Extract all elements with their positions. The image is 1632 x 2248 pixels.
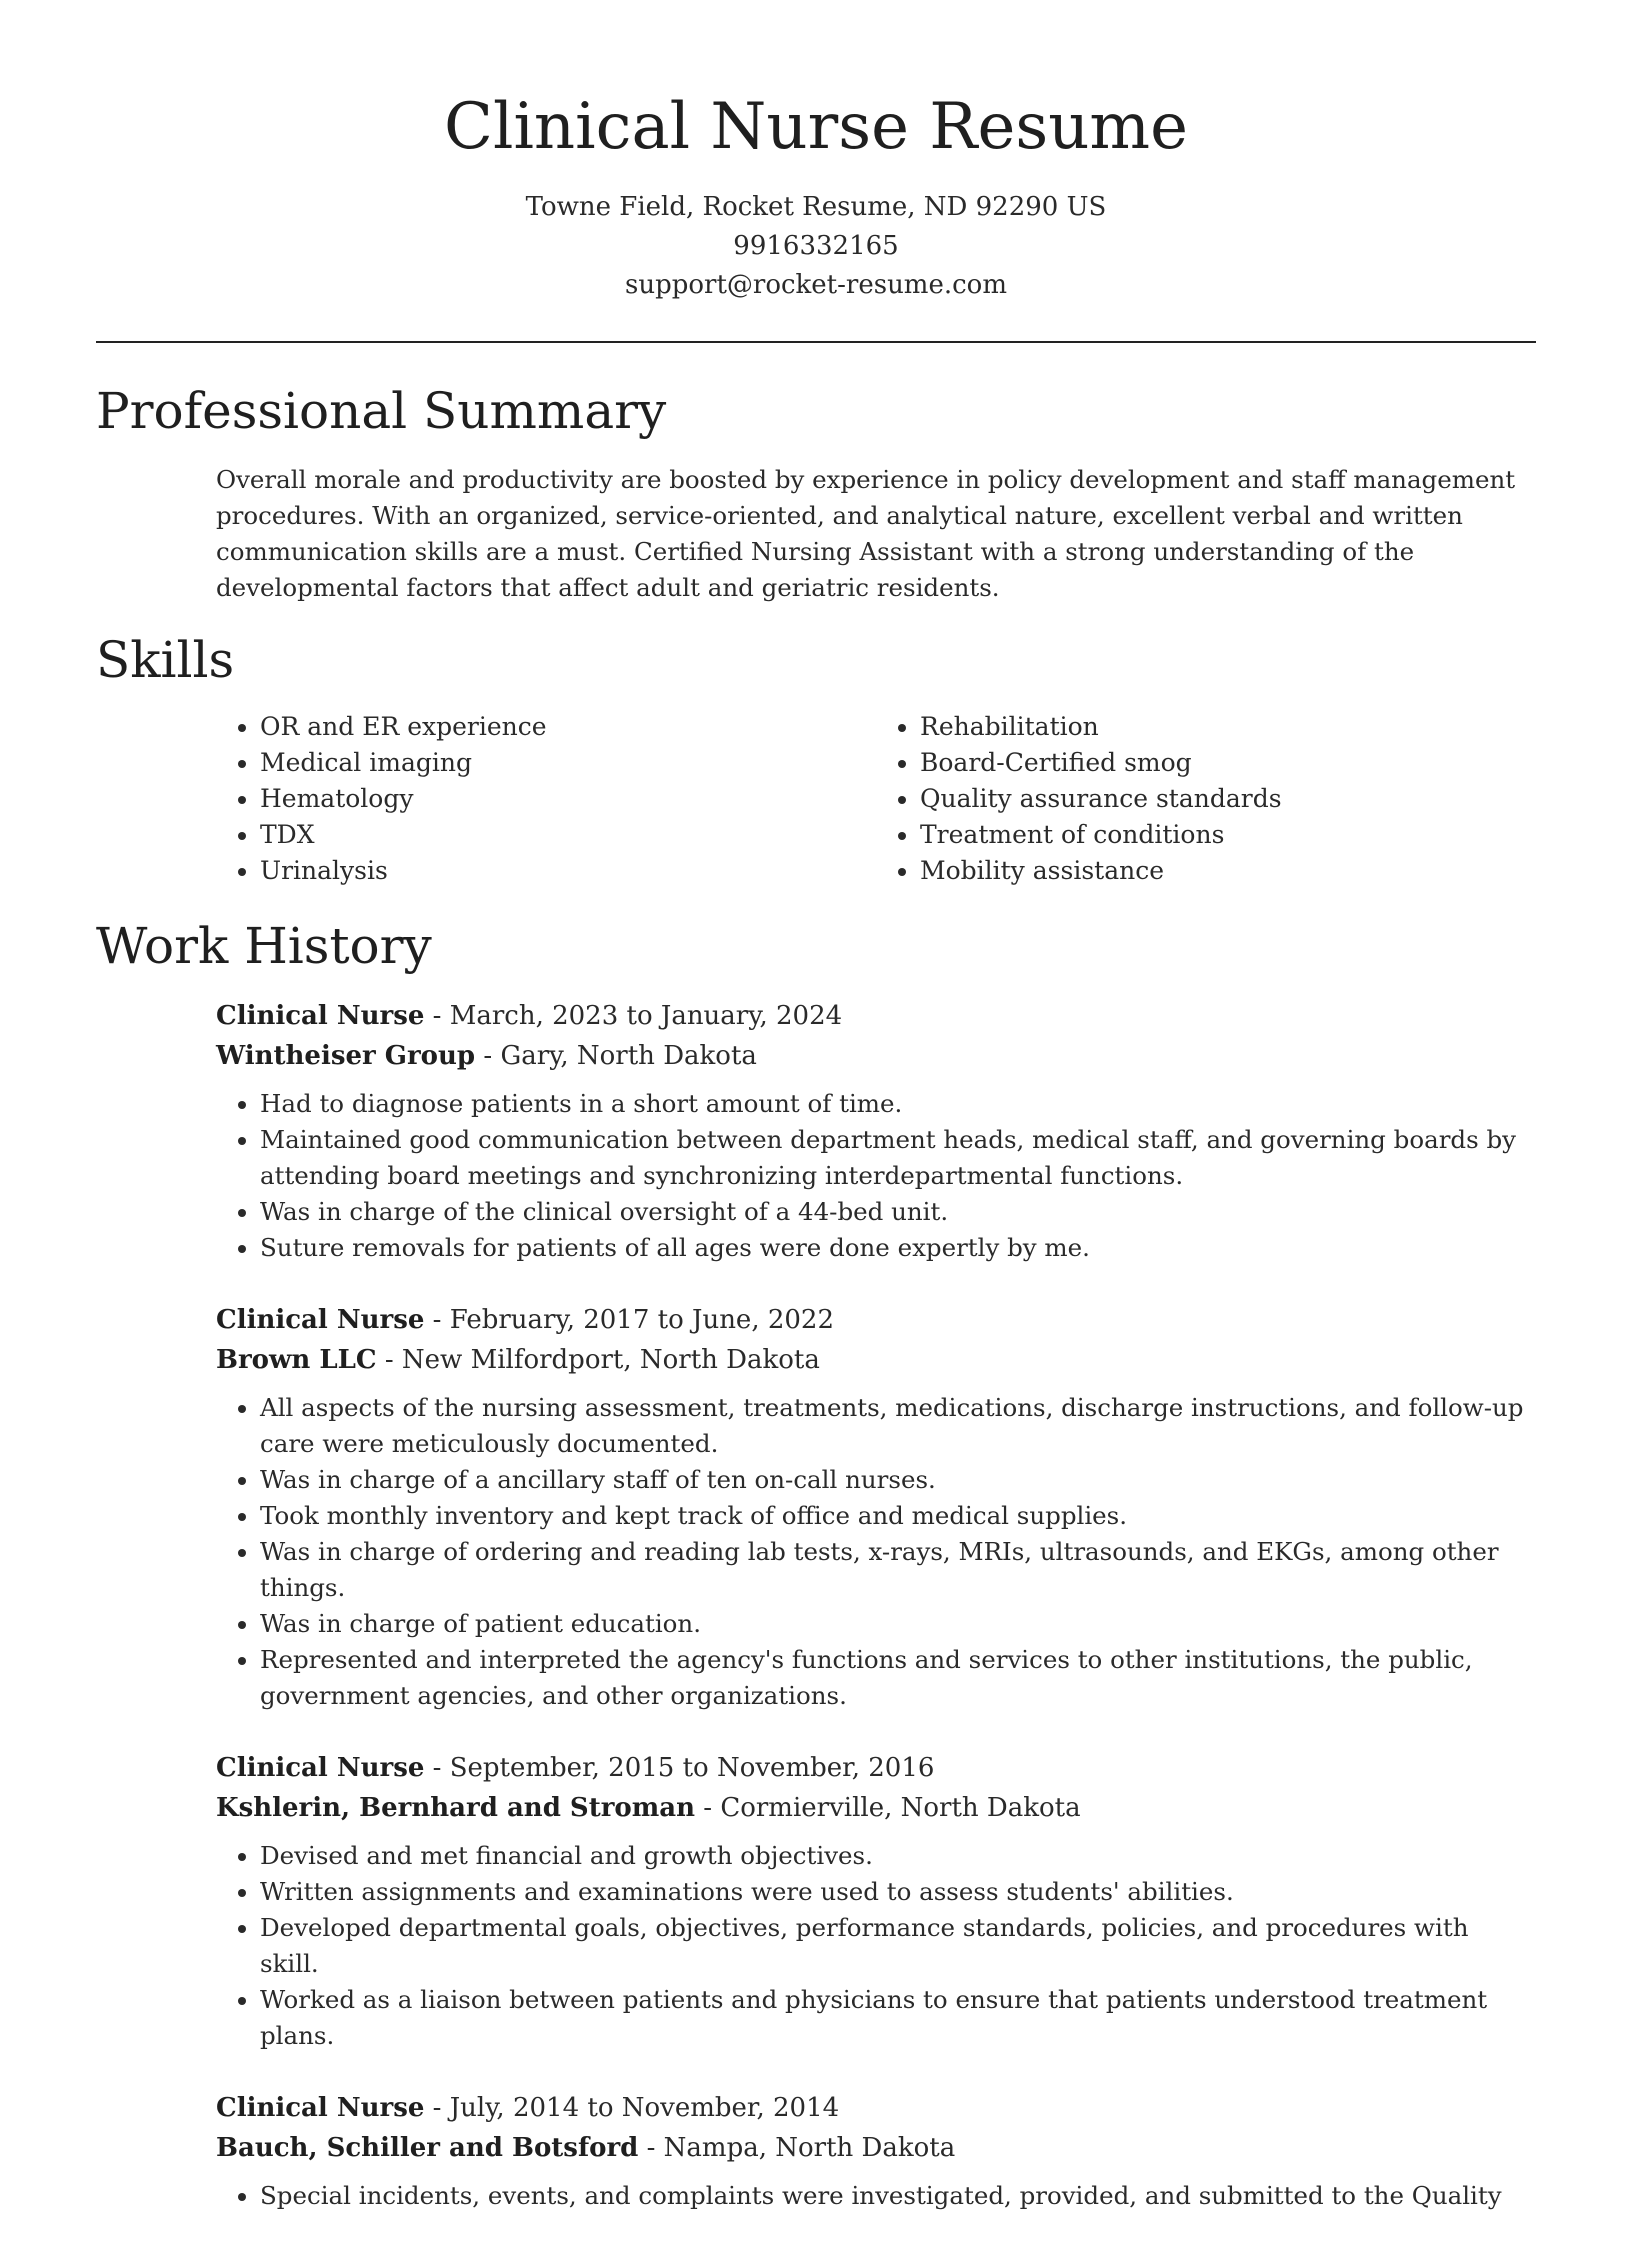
contact-email: support@rocket-resume.com (624, 270, 1007, 300)
job-company-line (216, 1340, 1536, 1380)
skill-item: • Board-Certified smog (920, 745, 1526, 781)
job-bullet: • Special incidents, events, and complaints were investigated, provided, and submitted to the Quality (260, 2178, 1536, 2214)
job-bullet: • Was in charge of a ancillary staff of ten on-call nurses. (260, 1462, 1536, 1498)
job-company-line (216, 1036, 1536, 1076)
resume-title: Clinical Nurse Resume (444, 90, 1188, 164)
section-title-skills: Skills (96, 631, 235, 689)
job-entry (216, 996, 1536, 1266)
skills-column-2 (866, 709, 1526, 889)
skill-item: • Treatment of conditions (920, 817, 1526, 853)
job-company: Wintheiser Group (216, 1041, 476, 1071)
skill-item: • Mobility assistance (920, 853, 1526, 889)
job-bullet: • Represented and interpreted the agency's functions and services to other institutions, the public, government agencies, and other organizations. (260, 1642, 1536, 1714)
job-company: Bauch, Schiller and Botsford (216, 2133, 639, 2163)
job-dates: - July, 2014 to November, 2014 (424, 2093, 840, 2123)
skill-item: • Rehabilitation (920, 709, 1526, 745)
job-bullet: • Was in charge of ordering and reading lab tests, x-rays, MRIs, ultrasounds, and EKGs, among other things. (260, 1534, 1536, 1606)
job-title-line (216, 996, 1536, 1036)
job-title-line (216, 1748, 1536, 1788)
job-bullet: • All aspects of the nursing assessment, treatments, medications, discharge instructions, and follow-up care were meticulously documented. (260, 1390, 1536, 1462)
job-company-line (216, 1788, 1536, 1828)
job-bullet: • Had to diagnose patients in a short amount of time. (260, 1086, 1536, 1122)
summary-text: Overall morale and productivity are boosted by experience in policy development and staff management procedures. With an organized, service-oriented, and analytical nature, excellent verbal and written communication skills are a must. Certified Nursing Assistant with a strong understanding of the developmental factors that affect adult and geriatric residents. (216, 465, 1516, 602)
job-company: Kshlerin, Bernhard and Stroman (216, 1793, 696, 1823)
job-location: - Gary, North Dakota (475, 1041, 757, 1071)
skills-list (216, 709, 1536, 889)
job-entry (216, 1300, 1536, 1714)
skill-item: • Quality assurance standards (920, 781, 1526, 817)
job-dates: - February, 2017 to June, 2022 (424, 1305, 835, 1335)
contact-block (0, 188, 1632, 305)
skill-item: • OR and ER experience (260, 709, 866, 745)
section-title-work: Work History (96, 917, 432, 975)
job-bullets (216, 2178, 1536, 2214)
job-title-line (216, 1300, 1536, 1340)
job-location: - Nampa, North Dakota (638, 2133, 956, 2163)
resume-header (0, 0, 1632, 305)
job-bullets (216, 1838, 1536, 2054)
job-company: Brown LLC (216, 1345, 377, 1375)
job-entry (216, 1748, 1536, 2054)
section-title-summary: Professional Summary (96, 382, 667, 440)
job-bullet: • Was in charge of the clinical oversight of a 44-bed unit. (260, 1194, 1536, 1230)
skill-item: • Urinalysis (260, 853, 866, 889)
job-bullet: • Written assignments and examinations were used to assess students' abilities. (260, 1874, 1536, 1910)
job-bullets (216, 1086, 1536, 1266)
contact-phone: 9916332165 (733, 231, 899, 261)
contact-address: Towne Field, Rocket Resume, ND 92290 US (525, 192, 1107, 222)
job-bullet: • Took monthly inventory and kept track of office and medical supplies. (260, 1498, 1536, 1534)
job-bullet: • Developed departmental goals, objectives, performance standards, policies, and procedures with skill. (260, 1910, 1536, 1982)
job-dates: - March, 2023 to January, 2024 (424, 1001, 843, 1031)
job-bullet: • Maintained good communication between department heads, medical staff, and governing boards by attending board meetings and synchronizing interdepartmental functions. (260, 1122, 1536, 1194)
job-company-line (216, 2128, 1536, 2168)
skill-item: • Medical imaging (260, 745, 866, 781)
job-dates: - September, 2015 to November, 2016 (424, 1753, 935, 1783)
job-bullet: • Devised and met financial and growth objectives. (260, 1838, 1536, 1874)
job-bullet: • Worked as a liaison between patients and physicians to ensure that patients understood treatment plans. (260, 1982, 1536, 2054)
skill-item: • Hematology (260, 781, 866, 817)
job-location: - Cormierville, North Dakota (695, 1793, 1081, 1823)
work-history-list (216, 996, 1536, 2248)
job-title: Clinical Nurse (216, 2093, 425, 2123)
job-location: - New Milfordport, North Dakota (376, 1345, 820, 1375)
skill-item: • TDX (260, 817, 866, 853)
skills-column-1 (216, 709, 866, 889)
job-entry (216, 2088, 1536, 2214)
job-title: Clinical Nurse (216, 1753, 425, 1783)
job-title: Clinical Nurse (216, 1305, 425, 1335)
job-bullet: • Suture removals for patients of all ages were done expertly by me. (260, 1230, 1536, 1266)
job-title: Clinical Nurse (216, 1001, 425, 1031)
job-title-line (216, 2088, 1536, 2128)
job-bullet: • Was in charge of patient education. (260, 1606, 1536, 1642)
header-divider (96, 341, 1536, 343)
job-bullets (216, 1390, 1536, 1714)
